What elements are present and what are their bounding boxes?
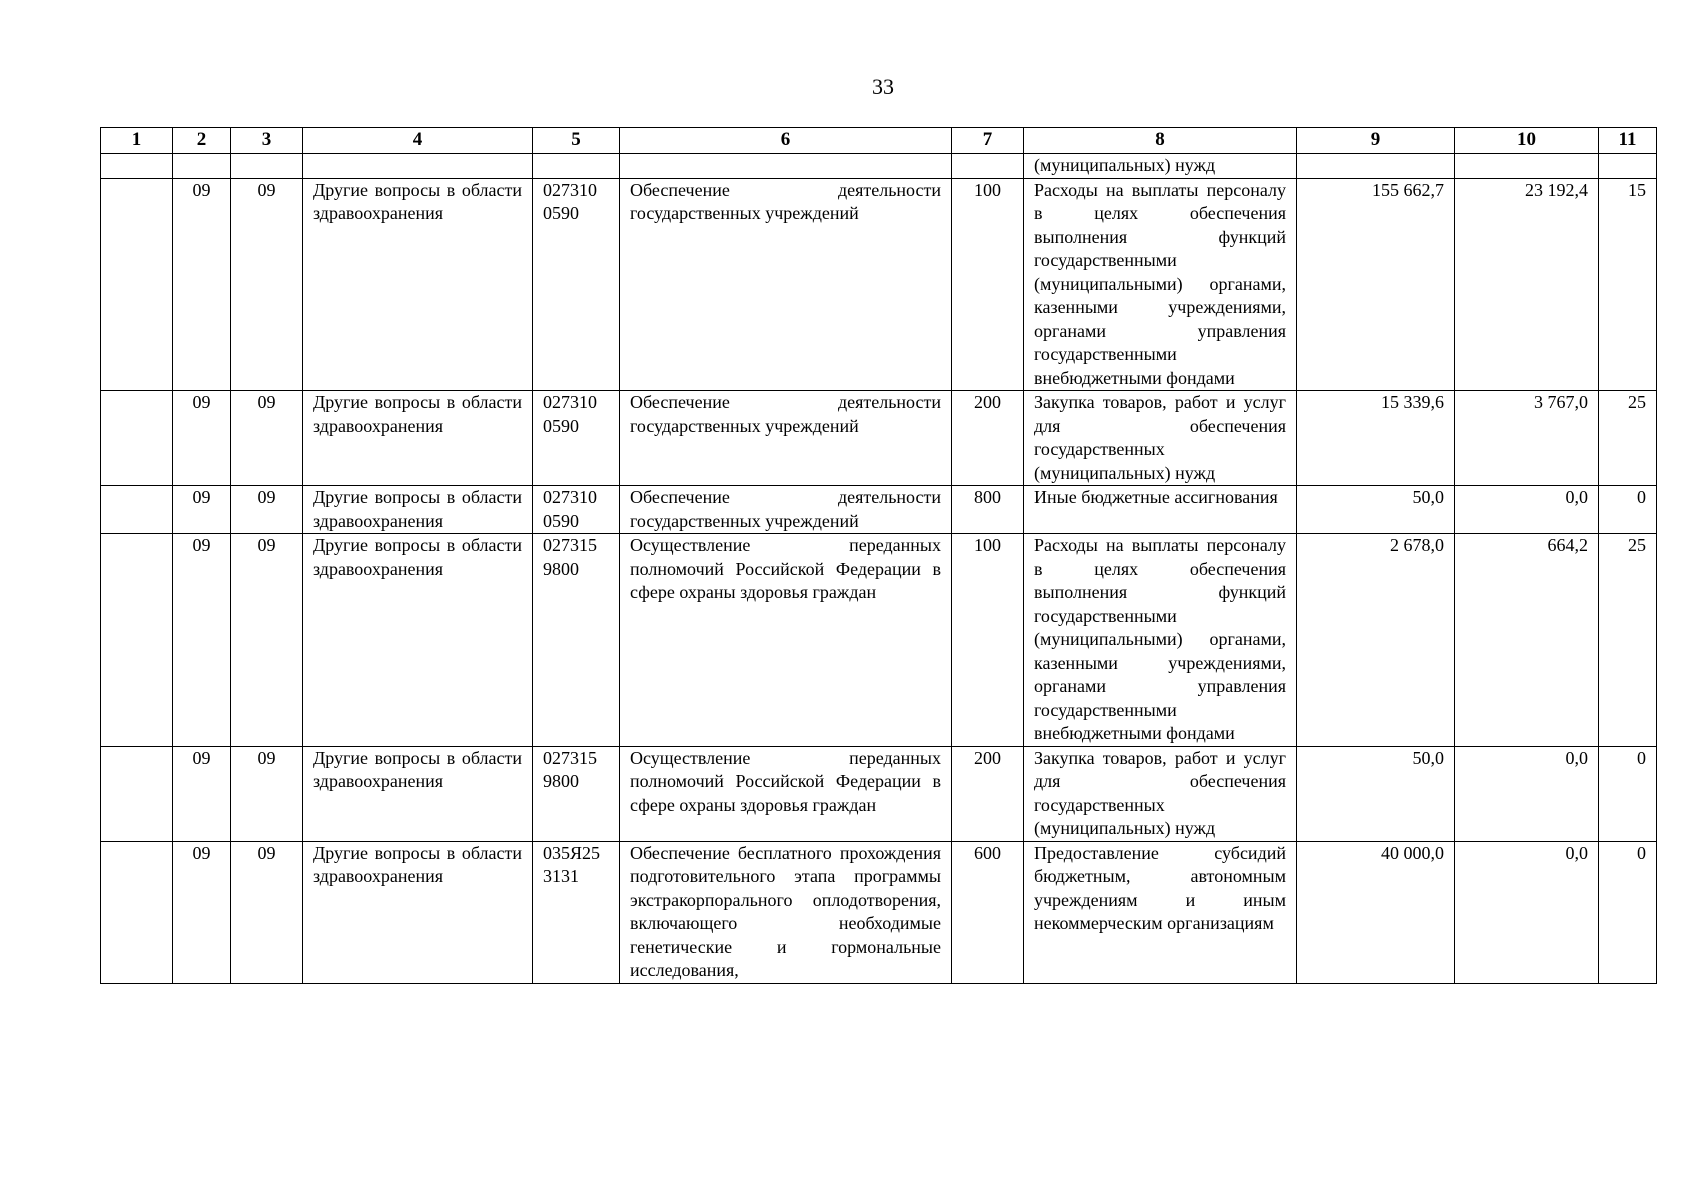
row-number-cell	[101, 391, 173, 486]
table-row	[101, 534, 1657, 747]
article-name-cell: Обеспечение бесплатного прохождения подготовительного этапа программы экстракорпорального оплодотворения, включающего необходимые генетические и гормональные исследования,	[620, 841, 952, 983]
amount-cell: 50,0	[1297, 486, 1455, 534]
article-name-cell: Обеспечение деятельности государственных учреждений	[620, 391, 952, 486]
column-header: 3	[231, 128, 303, 154]
subsection-cell: 09	[231, 746, 303, 841]
percent-cell: 0	[1599, 841, 1657, 983]
page-number: 33	[872, 74, 894, 99]
target-article-cell: 027310 0590	[533, 178, 620, 391]
amount-cell: 155 662,7	[1297, 178, 1455, 391]
expense-type-cell: Расходы на выплаты персоналу в целях обеспечения выполнения функций государственными (муниципальными) органами, казенными учреждениями, органами управления государственными внебюджетными фондами	[1024, 178, 1297, 391]
expense-code-cell: 600	[952, 841, 1024, 983]
expense-code-cell: 100	[952, 534, 1024, 747]
column-header: 7	[952, 128, 1024, 154]
section-cell: 09	[173, 841, 231, 983]
section-cell: 09	[173, 534, 231, 747]
executed-amount-cell: 664,2	[1455, 534, 1599, 747]
subsection-name-cell: Другие вопросы в области здравоохранения	[303, 841, 533, 983]
column-header: 9	[1297, 128, 1455, 154]
executed-amount-cell: 3 767,0	[1455, 391, 1599, 486]
row-number-cell	[101, 746, 173, 841]
executed-amount-cell: 0,0	[1455, 486, 1599, 534]
continuation-row	[101, 154, 1657, 179]
row-number-cell	[101, 534, 173, 747]
expense-type-cell: Предоставление субсидий бюджетным, автономным учреждениям и иным некоммерческим организациям	[1024, 841, 1297, 983]
header-row	[101, 128, 1657, 154]
subsection-cell: 09	[231, 534, 303, 747]
column-header: 4	[303, 128, 533, 154]
table-row	[101, 486, 1657, 534]
table-row	[101, 746, 1657, 841]
subsection-cell: 09	[231, 486, 303, 534]
row-number-cell	[101, 841, 173, 983]
column-header: 10	[1455, 128, 1599, 154]
percent-cell: 0	[1599, 486, 1657, 534]
target-article-cell: 035Я25 3131	[533, 841, 620, 983]
column-header: 1	[101, 128, 173, 154]
target-article-cell: 027310 0590	[533, 486, 620, 534]
amount-cell: 15 339,6	[1297, 391, 1455, 486]
article-name-cell: Обеспечение деятельности государственных учреждений	[620, 178, 952, 391]
row-number-cell	[101, 486, 173, 534]
expense-code-cell: 200	[952, 391, 1024, 486]
expense-type-cell: (муниципальных) нужд	[1024, 154, 1297, 179]
amount-cell: 2 678,0	[1297, 534, 1455, 747]
percent-cell: 25	[1599, 391, 1657, 486]
article-name-cell: Обеспечение деятельности государственных учреждений	[620, 486, 952, 534]
target-article-cell: 027315 9800	[533, 534, 620, 747]
amount-cell: 50,0	[1297, 746, 1455, 841]
section-cell: 09	[173, 486, 231, 534]
expense-code-cell: 200	[952, 746, 1024, 841]
percent-cell: 0	[1599, 746, 1657, 841]
expense-type-cell: Иные бюджетные ассигнования	[1024, 486, 1297, 534]
section-cell: 09	[173, 391, 231, 486]
column-header: 11	[1599, 128, 1657, 154]
table-row	[101, 391, 1657, 486]
executed-amount-cell: 0,0	[1455, 746, 1599, 841]
percent-cell: 25	[1599, 534, 1657, 747]
subsection-cell: 09	[231, 841, 303, 983]
subsection-name-cell: Другие вопросы в области здравоохранения	[303, 178, 533, 391]
table-row	[101, 178, 1657, 391]
subsection-name-cell: Другие вопросы в области здравоохранения	[303, 391, 533, 486]
amount-cell: 40 000,0	[1297, 841, 1455, 983]
section-cell: 09	[173, 178, 231, 391]
target-article-cell: 027315 9800	[533, 746, 620, 841]
subsection-name-cell: Другие вопросы в области здравоохранения	[303, 534, 533, 747]
article-name-cell: Осуществление переданных полномочий Российской Федерации в сфере охраны здоровья граждан	[620, 534, 952, 747]
expense-type-cell: Закупка товаров, работ и услуг для обеспечения государственных (муниципальных) нужд	[1024, 746, 1297, 841]
expense-code-cell: 100	[952, 178, 1024, 391]
expense-type-cell: Закупка товаров, работ и услуг для обеспечения государственных (муниципальных) нужд	[1024, 391, 1297, 486]
target-article-cell: 027310 0590	[533, 391, 620, 486]
table-row	[101, 841, 1657, 983]
subsection-cell: 09	[231, 178, 303, 391]
expense-code-cell: 800	[952, 486, 1024, 534]
executed-amount-cell: 0,0	[1455, 841, 1599, 983]
column-header: 5	[533, 128, 620, 154]
subsection-cell: 09	[231, 391, 303, 486]
column-header: 6	[620, 128, 952, 154]
section-cell: 09	[173, 746, 231, 841]
column-header: 2	[173, 128, 231, 154]
executed-amount-cell: 23 192,4	[1455, 178, 1599, 391]
subsection-name-cell: Другие вопросы в области здравоохранения	[303, 486, 533, 534]
percent-cell: 15	[1599, 178, 1657, 391]
expense-type-cell: Расходы на выплаты персоналу в целях обеспечения выполнения функций государственными (муниципальными) органами, казенными учреждениями, органами управления государственными внебюджетными фондами	[1024, 534, 1297, 747]
budget-table	[100, 127, 1657, 984]
subsection-name-cell: Другие вопросы в области здравоохранения	[303, 746, 533, 841]
column-header: 8	[1024, 128, 1297, 154]
article-name-cell: Осуществление переданных полномочий Российской Федерации в сфере охраны здоровья граждан	[620, 746, 952, 841]
row-number-cell	[101, 178, 173, 391]
